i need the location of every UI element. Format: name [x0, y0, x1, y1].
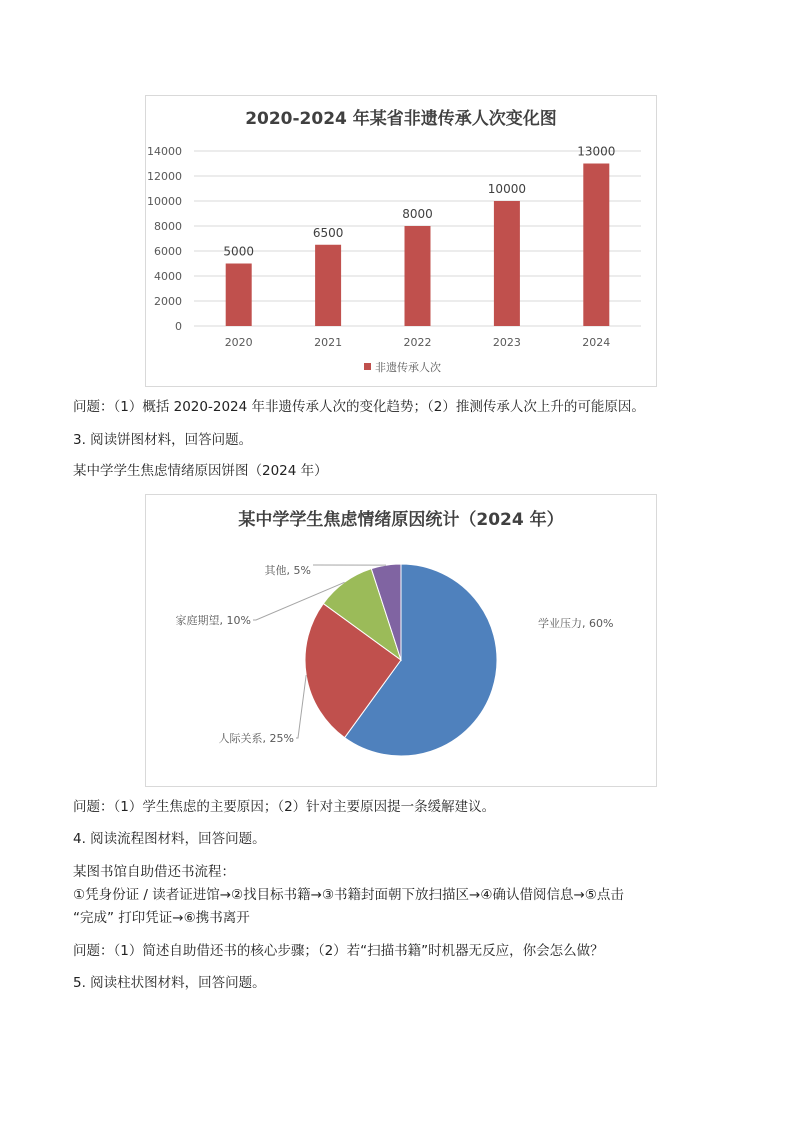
pie-chart-frame — [145, 494, 657, 787]
x-tick-label: 2022 — [403, 336, 432, 349]
pie-chart — [146, 495, 656, 786]
bar-2022 — [405, 226, 431, 326]
bar-2020 — [226, 264, 252, 327]
y-tick-label: 8000 — [154, 220, 182, 233]
bar-data-label: 13000 — [577, 144, 616, 159]
y-tick-label: 4000 — [154, 270, 182, 283]
pie-slice-label: 家庭期望, 10% — [175, 614, 251, 627]
bar-legend-label: 非遗传承人次 — [375, 361, 441, 374]
q4-question: 问题：（1）简述自助借还书的核心步骤；（2）若“扫描书籍”时机器无反应，你会怎么做？ — [73, 943, 604, 959]
q3-heading: 3. 阅读饼图材料，回答问题。 — [73, 432, 253, 448]
y-tick-label: 10000 — [147, 195, 182, 208]
x-tick-label: 2023 — [492, 336, 521, 349]
bar-legend — [364, 360, 441, 374]
y-tick-label: 12000 — [147, 170, 182, 183]
y-tick-label: 6000 — [154, 245, 182, 258]
q4-heading: 4. 阅读流程图材料，回答问题。 — [73, 831, 266, 847]
q3-question: 问题：（1）学生焦虑的主要原因；（2）针对主要原因提一条缓解建议。 — [73, 799, 496, 815]
bar-legend-swatch — [364, 363, 371, 370]
y-tick-label: 14000 — [147, 145, 182, 158]
pie-leader-line — [296, 675, 306, 738]
bar-2024 — [583, 164, 609, 327]
x-tick-label: 2024 — [582, 336, 611, 349]
x-tick-label: 2020 — [224, 336, 253, 349]
pie-slice-label: 学业压力, 60% — [538, 617, 614, 630]
q5-heading: 5. 阅读柱状图材料，回答问题。 — [73, 975, 266, 991]
pie-chart-title: 某中学学生焦虑情绪原因统计（2024 年） — [238, 510, 564, 530]
q4-flow-line-2: “完成” 打印凭证→⑥携书离开 — [73, 910, 250, 926]
y-tick-label: 0 — [175, 320, 182, 333]
q4-flow-line-1: ①凭身份证 / 读者证进馆→②找目标书籍→③书籍封面朝下放扫描区→④确认借阅信息→⑤点击 — [73, 887, 624, 903]
q2-question: 问题：（1）概括 2020-2024 年非遗传承人次的变化趋势；（2）推测传承人次上升的可能原因。 — [73, 399, 645, 415]
q4-caption: 某图书馆自助借还书流程： — [73, 864, 235, 880]
x-tick-label: 2021 — [314, 336, 343, 349]
bar-data-label: 5000 — [223, 244, 254, 259]
q3-caption: 某中学学生焦虑情绪原因饼图（2024 年） — [73, 463, 328, 479]
bar-2021 — [315, 245, 341, 326]
pie-slice-label: 其他, 5% — [264, 564, 311, 577]
bar-data-label: 6500 — [312, 225, 344, 240]
bar-chart-title: 2020-2024 年某省非遗传承人次变化图 — [245, 109, 557, 129]
bar-chart — [146, 96, 656, 386]
bar-chart-frame — [145, 95, 657, 387]
bar-2023 — [494, 201, 520, 326]
y-tick-label: 2000 — [154, 295, 182, 308]
pie-slice-label: 人际关系, 25% — [218, 732, 294, 745]
bar-data-label: 10000 — [487, 182, 526, 196]
bar-data-label: 8000 — [402, 207, 433, 221]
